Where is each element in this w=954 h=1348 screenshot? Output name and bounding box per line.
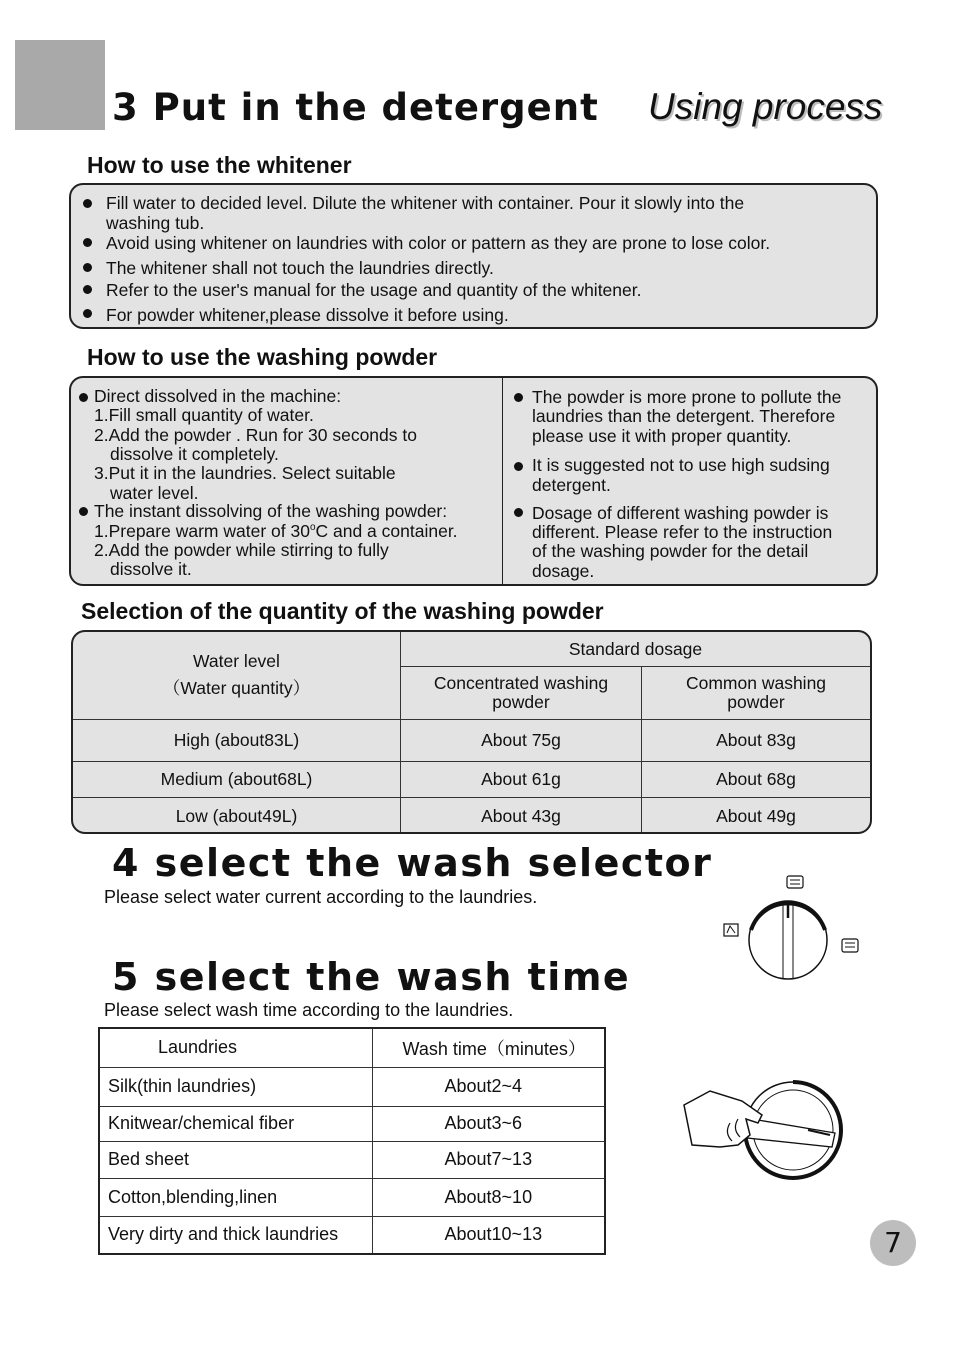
header-wash-time: Wash time（minutes） bbox=[372, 1028, 605, 1067]
powder-text: please use it with proper quantity. bbox=[532, 426, 792, 446]
section4-title: 4 select the wash selector bbox=[112, 841, 713, 885]
powder-panel bbox=[69, 376, 878, 586]
whitener-item: Refer to the user's manual for the usage and quantity of the whitener. bbox=[106, 280, 642, 300]
hand-turning-knob-icon bbox=[680, 1075, 850, 1185]
header-gray-block bbox=[15, 40, 105, 130]
whitener-item: Fill water to decided level. Dilute the whitener with container. Pour it slowly into the bbox=[106, 193, 745, 213]
powder-text: laundries than the detergent. Therefore bbox=[532, 406, 836, 426]
table-row: Very dirty and thick laundries About10~13 bbox=[99, 1216, 605, 1254]
powder-text: 1.Fill small quantity of water. bbox=[94, 405, 314, 425]
header-water-level: Water level （Water quantity） bbox=[73, 632, 401, 720]
section-subtitle: Using process bbox=[648, 86, 883, 127]
powder-text: water level. bbox=[110, 483, 199, 503]
wash-selector-knob-icon bbox=[715, 868, 865, 988]
bullet-icon bbox=[83, 199, 92, 208]
header-laundries: Laundries bbox=[99, 1028, 372, 1067]
powder-text: detergent. bbox=[532, 475, 611, 495]
bullet-icon bbox=[79, 393, 88, 402]
whitener-item: Avoid using whitener on laundries with color or pattern as they are prone to lose color. bbox=[106, 233, 771, 253]
whitener-item: For powder whitener,please dissolve it before using. bbox=[106, 305, 509, 325]
quantity-table-frame bbox=[71, 630, 872, 834]
table-row: Knitwear/chemical fiber About3~6 bbox=[99, 1106, 605, 1141]
bullet-icon bbox=[514, 508, 523, 517]
powder-text: The instant dissolving of the washing powder: bbox=[94, 501, 448, 521]
powder-heading: How to use the washing powder bbox=[87, 344, 438, 370]
table-row: Silk(thin laundries) About2~4 bbox=[99, 1067, 605, 1106]
section5-title: 5 select the wash time bbox=[112, 955, 631, 999]
table-row: Medium (about68L) About 61g About 68g bbox=[73, 762, 871, 798]
whitener-panel bbox=[69, 183, 878, 329]
quantity-table bbox=[72, 631, 871, 834]
powder-text: Direct dissolved in the machine: bbox=[94, 386, 342, 406]
powder-text: 3.Put it in the laundries. Select suitable bbox=[94, 463, 396, 483]
powder-text: dissolve it completely. bbox=[110, 444, 279, 464]
section3-title: 3 Put in the detergent bbox=[112, 86, 599, 129]
table-row: High (about83L) About 75g About 83g bbox=[73, 720, 871, 762]
powder-text: The powder is more prone to pollute the bbox=[532, 387, 842, 407]
whitener-item: washing tub. bbox=[106, 213, 205, 233]
panel-divider bbox=[502, 378, 503, 584]
bullet-icon bbox=[83, 285, 92, 294]
whitener-heading: How to use the whitener bbox=[87, 152, 352, 178]
powder-text: It is suggested not to use high sudsing bbox=[532, 455, 830, 475]
bullet-icon bbox=[83, 263, 92, 272]
table-row: Cotton,blending,linen About8~10 bbox=[99, 1178, 605, 1216]
powder-text: Dosage of different washing powder is bbox=[532, 503, 829, 523]
quantity-heading: Selection of the quantity of the washing powder bbox=[81, 598, 604, 624]
bullet-icon bbox=[514, 462, 523, 471]
header-standard-dosage: Standard dosage bbox=[401, 632, 871, 667]
powder-text: of the washing powder for the detail bbox=[532, 541, 809, 561]
section5-desc: Please select wash time according to the laundries. bbox=[104, 1000, 514, 1020]
powder-text: different. Please refer to the instruction bbox=[532, 522, 833, 542]
header-concentrated: Concentrated washing powder bbox=[401, 667, 642, 720]
table-row: Low (about49L) About 43g About 49g bbox=[73, 798, 871, 835]
powder-text: dissolve it. bbox=[110, 559, 192, 579]
bullet-icon bbox=[83, 309, 92, 318]
whitener-item: The whitener shall not touch the laundries directly. bbox=[106, 258, 494, 278]
table-row: Bed sheet About7~13 bbox=[99, 1141, 605, 1178]
bullet-icon bbox=[79, 507, 88, 516]
header-common: Common washing powder bbox=[642, 667, 871, 720]
bullet-icon bbox=[514, 393, 523, 402]
powder-text: 2.Add the powder while stirring to fully bbox=[94, 540, 389, 560]
powder-text: 2.Add the powder . Run for 30 seconds to bbox=[94, 425, 417, 445]
section4-desc: Please select water current according to the laundries. bbox=[104, 887, 538, 907]
wash-time-table bbox=[98, 1027, 606, 1255]
powder-text: 1.Prepare warm water of 30$^o$C and a container. bbox=[94, 521, 458, 541]
bullet-icon bbox=[83, 238, 92, 247]
page-number: 7 bbox=[870, 1220, 916, 1266]
powder-text: dosage. bbox=[532, 561, 595, 581]
